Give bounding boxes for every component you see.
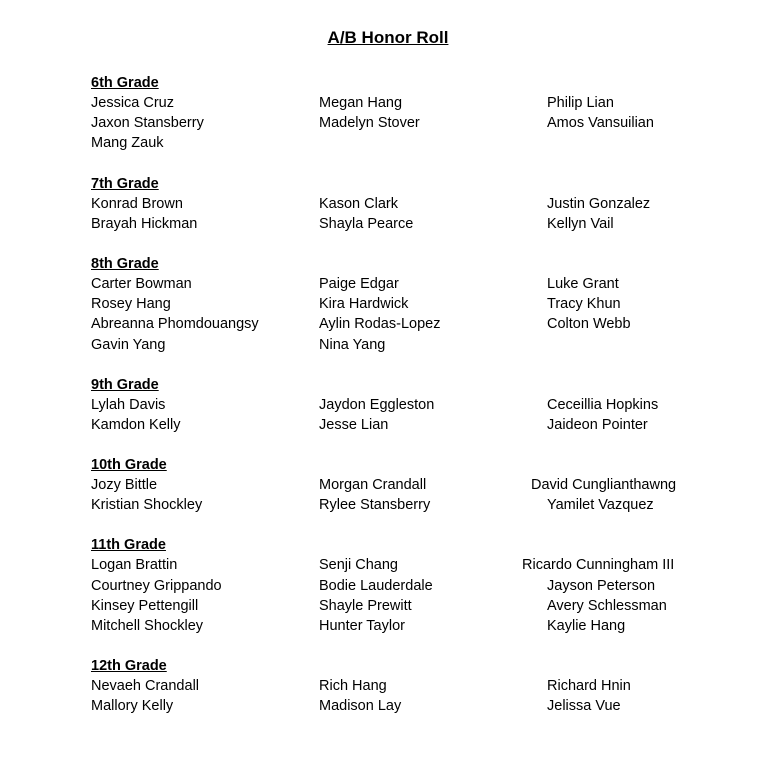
student-name: Tracy Khun: [547, 296, 621, 313]
student-name: Senji Chang: [319, 557, 398, 574]
student-name: Amos Vansuilian: [547, 115, 654, 132]
name-row: [0, 616, 776, 636]
name-row: [0, 576, 776, 596]
student-name: Richard Hnin: [547, 678, 631, 695]
student-name: Rosey Hang: [91, 296, 171, 313]
grade-section: [0, 254, 776, 355]
student-name: Jelissa Vue: [547, 698, 621, 715]
grade-section: [0, 73, 776, 154]
student-name: Paige Edgar: [319, 275, 399, 292]
student-name: Kristian Shockley: [91, 497, 203, 514]
student-name: Madelyn Stover: [319, 115, 420, 132]
student-name: Kason Clark: [319, 195, 398, 212]
page-title: A/B Honor Roll: [327, 28, 449, 47]
name-row: [0, 676, 776, 696]
student-name: Mallory Kelly: [91, 698, 174, 715]
grade-heading: 7th Grade: [91, 175, 159, 192]
student-name: Jaydon Eggleston: [319, 396, 435, 413]
student-name: Justin Gonzalez: [547, 195, 651, 212]
student-name: Hunter Taylor: [319, 618, 405, 634]
student-name: Mang Zauk: [91, 135, 164, 152]
student-name: Shayle Prewitt: [319, 597, 412, 614]
grade-heading: 6th Grade: [91, 75, 159, 91]
student-name: David Cunglianthawng: [531, 477, 677, 494]
student-name: Courtney Grippando: [91, 577, 222, 594]
name-row: [0, 395, 776, 415]
student-name: Bodie Lauderdale: [319, 577, 433, 594]
student-name: Ceceillia Hopkins: [547, 396, 659, 413]
student-name: Logan Brattin: [91, 557, 178, 574]
student-name: Jozy Bittle: [91, 477, 158, 494]
student-name: Kinsey Pettengill: [91, 597, 199, 614]
student-name: Lylah Davis: [91, 396, 166, 413]
student-name: Rylee Stansberry: [319, 497, 431, 514]
name-row: [0, 475, 776, 495]
student-name: Kellyn Vail: [547, 215, 614, 232]
student-name: Konrad Brown: [91, 195, 183, 212]
name-row: [0, 495, 776, 515]
student-name: Luke Grant: [547, 275, 619, 292]
name-row: [0, 696, 776, 716]
name-row: [0, 294, 776, 314]
student-name: Gavin Yang: [91, 336, 166, 353]
student-name: Kaylie Hang: [547, 618, 626, 634]
name-row: [0, 194, 776, 214]
name-row: [0, 335, 776, 355]
student-name: Colton Webb: [547, 316, 631, 333]
grade-section: [0, 375, 776, 435]
student-name: Jesse Lian: [319, 416, 389, 433]
grade-heading: 11th Grade: [91, 537, 166, 554]
grade-section: [0, 656, 776, 716]
name-row: [0, 214, 776, 234]
student-name: Yamilet Vazquez: [547, 497, 654, 514]
student-name: Kira Hardwick: [319, 296, 409, 313]
name-row: [0, 415, 776, 435]
name-row: [0, 555, 776, 575]
student-name: Jaideon Pointer: [547, 416, 648, 433]
student-name: Nina Yang: [319, 336, 386, 353]
student-name: Philip Lian: [547, 95, 614, 111]
student-name: Carter Bowman: [91, 275, 192, 292]
student-name: Mitchell Shockley: [91, 618, 204, 634]
name-row: [0, 596, 776, 616]
student-name: Madison Lay: [319, 698, 402, 715]
name-row: [0, 274, 776, 294]
grade-heading: 8th Grade: [91, 255, 159, 272]
name-row: [0, 113, 776, 133]
student-name: Ricardo Cunningham III: [522, 557, 675, 574]
grade-section: [0, 535, 776, 636]
student-name: Abreanna Phomdouangsy: [91, 316, 259, 333]
name-row: [0, 314, 776, 334]
grade-section: [0, 455, 776, 515]
honor-roll-list: [0, 73, 776, 737]
name-row: [0, 93, 776, 113]
name-row: [0, 133, 776, 153]
student-name: Aylin Rodas-Lopez: [319, 316, 441, 333]
grade-section: [0, 174, 776, 234]
student-name: Megan Hang: [319, 95, 403, 111]
student-name: Jayson Peterson: [547, 577, 656, 594]
grade-heading: 12th Grade: [91, 658, 167, 675]
student-name: Shayla Pearce: [319, 215, 414, 232]
student-name: Morgan Crandall: [319, 477, 427, 494]
grade-heading: 10th Grade: [91, 457, 167, 474]
student-name: Rich Hang: [319, 678, 387, 695]
grade-heading: 9th Grade: [91, 376, 159, 393]
student-name: Brayah Hickman: [91, 215, 198, 232]
student-name: Jessica Cruz: [91, 95, 174, 111]
student-name: Avery Schlessman: [547, 597, 667, 614]
student-name: Jaxon Stansberry: [91, 115, 204, 132]
student-name: Kamdon Kelly: [91, 416, 181, 433]
student-name: Nevaeh Crandall: [91, 678, 200, 695]
